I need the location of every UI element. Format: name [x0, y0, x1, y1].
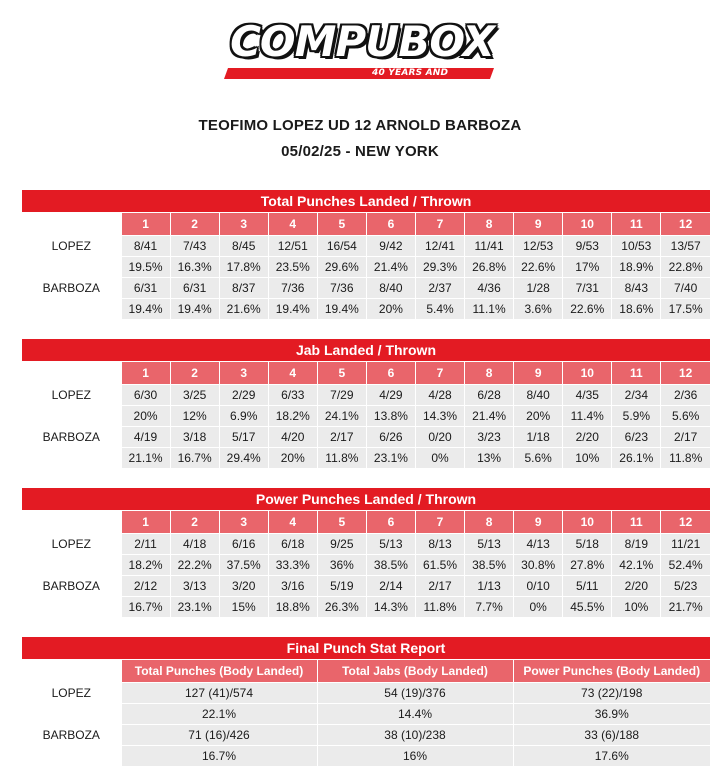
percentage-row	[22, 555, 710, 576]
percentage-cell: 13.8%	[366, 406, 415, 427]
percentage-cell: 5.4%	[415, 299, 464, 320]
round-number: 11	[612, 362, 661, 385]
final-pct: 22.1%	[121, 704, 317, 725]
final-value: 127 (41)/574	[121, 683, 317, 704]
percentage-cell: 21.1%	[121, 448, 170, 469]
landed-thrown-cell: 11/21	[661, 534, 710, 555]
percentage-cell: 52.4%	[661, 555, 710, 576]
landed-thrown-cell: 4/20	[268, 427, 317, 448]
landed-thrown-cell: 2/20	[563, 427, 612, 448]
round-number: 12	[661, 362, 710, 385]
percentage-cell: 15%	[219, 597, 268, 618]
percentage-cell: 0%	[514, 597, 563, 618]
round-number: 9	[514, 213, 563, 236]
landed-thrown-cell: 11/41	[465, 236, 514, 257]
landed-thrown-cell: 8/43	[612, 278, 661, 299]
percentage-cell: 16.7%	[170, 448, 219, 469]
percentage-cell: 10%	[612, 597, 661, 618]
final-pct: 36.9%	[513, 704, 710, 725]
round-number: 4	[268, 213, 317, 236]
final-stat-report	[22, 637, 710, 766]
landed-thrown-cell: 4/36	[465, 278, 514, 299]
percentage-cell: 17%	[563, 257, 612, 278]
landed-thrown-cell: 7/40	[661, 278, 710, 299]
round-number: 3	[219, 362, 268, 385]
round-number: 9	[514, 362, 563, 385]
round-number: 5	[317, 213, 366, 236]
round-number: 1	[121, 213, 170, 236]
table-title: Power Punches Landed / Thrown	[22, 488, 710, 510]
round-number: 11	[612, 213, 661, 236]
landed-thrown-cell: 7/29	[317, 385, 366, 406]
landed-thrown-cell: 2/11	[121, 534, 170, 555]
final-row-lopez-values	[22, 683, 710, 704]
landed-thrown-cell: 12/41	[415, 236, 464, 257]
percentage-cell: 20%	[121, 406, 170, 427]
landed-thrown-cell: 8/40	[514, 385, 563, 406]
landed-thrown-cell: 8/40	[366, 278, 415, 299]
landed-thrown-cell: 3/25	[170, 385, 219, 406]
landed-thrown-cell: 10/53	[612, 236, 661, 257]
percentage-cell: 20%	[514, 406, 563, 427]
percentage-cell: 29.6%	[317, 257, 366, 278]
percentage-cell: 11.4%	[563, 406, 612, 427]
landed-thrown-cell: 9/53	[563, 236, 612, 257]
percentage-cell: 14.3%	[366, 597, 415, 618]
landed-thrown-cell: 5/18	[563, 534, 612, 555]
final-header-power: Power Punches (Body Landed)	[513, 660, 710, 683]
landed-thrown-cell: 8/19	[612, 534, 661, 555]
landed-thrown-cell: 2/37	[415, 278, 464, 299]
landed-thrown-cell: 6/23	[612, 427, 661, 448]
round-number: 12	[661, 511, 710, 534]
landed-thrown-cell: 6/16	[219, 534, 268, 555]
round-number: 2	[170, 511, 219, 534]
percentage-cell: 11.1%	[465, 299, 514, 320]
landed-thrown-cell: 8/45	[219, 236, 268, 257]
round-number: 7	[415, 362, 464, 385]
percentage-cell: 22.2%	[170, 555, 219, 576]
final-value: 33 (6)/188	[513, 725, 710, 746]
round-number: 1	[121, 511, 170, 534]
total-punches-table	[22, 190, 710, 319]
percentage-row	[22, 597, 710, 618]
final-report-title: Final Punch Stat Report	[22, 637, 710, 659]
power-punches-table	[22, 488, 710, 617]
compubox-logo	[222, 17, 502, 91]
percentage-cell: 22.8%	[661, 257, 710, 278]
percentage-cell: 12%	[170, 406, 219, 427]
round-number: 3	[219, 213, 268, 236]
table-title: Total Punches Landed / Thrown	[22, 190, 710, 212]
fighter-name: BARBOZA	[22, 576, 121, 618]
percentage-cell: 26.1%	[612, 448, 661, 469]
landed-thrown-cell: 3/20	[219, 576, 268, 597]
landed-row	[22, 236, 710, 257]
landed-thrown-cell: 16/54	[317, 236, 366, 257]
round-number: 6	[366, 511, 415, 534]
landed-thrown-cell: 2/17	[415, 576, 464, 597]
final-row-barboza-values	[22, 725, 710, 746]
percentage-cell: 23.5%	[268, 257, 317, 278]
landed-thrown-cell: 9/25	[317, 534, 366, 555]
landed-thrown-cell: 2/14	[366, 576, 415, 597]
round-number: 6	[366, 362, 415, 385]
percentage-cell: 36%	[317, 555, 366, 576]
percentage-cell: 29.3%	[415, 257, 464, 278]
percentage-cell: 16.3%	[170, 257, 219, 278]
percentage-row	[22, 448, 710, 469]
final-pct: 16%	[317, 746, 513, 767]
percentage-cell: 7.7%	[465, 597, 514, 618]
landed-thrown-cell: 7/36	[317, 278, 366, 299]
round-number: 10	[563, 362, 612, 385]
table-title: Jab Landed / Thrown	[22, 339, 710, 361]
landed-thrown-cell: 12/53	[514, 236, 563, 257]
landed-thrown-cell: 5/17	[219, 427, 268, 448]
round-number: 9	[514, 511, 563, 534]
landed-thrown-cell: 1/18	[514, 427, 563, 448]
landed-thrown-cell: 5/23	[661, 576, 710, 597]
final-value: 71 (16)/426	[121, 725, 317, 746]
fighter-name: BARBOZA	[22, 427, 121, 469]
round-number: 7	[415, 511, 464, 534]
landed-thrown-cell: 2/36	[661, 385, 710, 406]
landed-thrown-cell: 6/26	[366, 427, 415, 448]
fight-date-location: 05/02/25 - NEW YORK	[281, 143, 439, 160]
final-header-jabs: Total Jabs (Body Landed)	[317, 660, 513, 683]
percentage-cell: 18.2%	[121, 555, 170, 576]
landed-thrown-cell: 6/18	[268, 534, 317, 555]
landed-thrown-cell: 4/29	[366, 385, 415, 406]
final-pct: 14.4%	[317, 704, 513, 725]
landed-thrown-cell: 8/37	[219, 278, 268, 299]
round-number: 10	[563, 511, 612, 534]
landed-thrown-cell: 6/31	[121, 278, 170, 299]
landed-thrown-cell: 7/36	[268, 278, 317, 299]
fighter-name: BARBOZA	[22, 725, 121, 767]
percentage-cell: 11.8%	[415, 597, 464, 618]
percentage-cell: 19.5%	[121, 257, 170, 278]
landed-row	[22, 385, 710, 406]
landed-thrown-cell: 4/35	[563, 385, 612, 406]
landed-thrown-cell: 5/19	[317, 576, 366, 597]
percentage-cell: 20%	[268, 448, 317, 469]
round-number: 4	[268, 511, 317, 534]
percentage-cell: 30.8%	[514, 555, 563, 576]
landed-thrown-cell: 2/12	[121, 576, 170, 597]
percentage-cell: 18.6%	[612, 299, 661, 320]
landed-thrown-cell: 4/19	[121, 427, 170, 448]
percentage-cell: 3.6%	[514, 299, 563, 320]
percentage-row	[22, 299, 710, 320]
landed-thrown-cell: 7/31	[563, 278, 612, 299]
percentage-cell: 19.4%	[268, 299, 317, 320]
landed-thrown-cell: 4/13	[514, 534, 563, 555]
round-grid	[22, 361, 710, 468]
round-number: 3	[219, 511, 268, 534]
percentage-cell: 61.5%	[415, 555, 464, 576]
percentage-cell: 22.6%	[514, 257, 563, 278]
percentage-cell: 23.1%	[366, 448, 415, 469]
percentage-cell: 37.5%	[219, 555, 268, 576]
landed-thrown-cell: 6/30	[121, 385, 170, 406]
percentage-cell: 21.7%	[661, 597, 710, 618]
percentage-cell: 11.8%	[661, 448, 710, 469]
percentage-cell: 21.4%	[366, 257, 415, 278]
landed-thrown-cell: 3/18	[170, 427, 219, 448]
landed-thrown-cell: 9/42	[366, 236, 415, 257]
fighter-name: LOPEZ	[22, 385, 121, 427]
percentage-cell: 38.5%	[465, 555, 514, 576]
landed-thrown-cell: 0/20	[415, 427, 464, 448]
percentage-cell: 22.6%	[563, 299, 612, 320]
landed-thrown-cell: 8/41	[121, 236, 170, 257]
landed-thrown-cell: 6/33	[268, 385, 317, 406]
logo-tagline: 40 YEARS AND COUNTING	[372, 68, 449, 91]
final-header-total: Total Punches (Body Landed)	[121, 660, 317, 683]
round-header-row	[22, 362, 710, 385]
round-number: 11	[612, 511, 661, 534]
round-number: 8	[465, 511, 514, 534]
round-number: 2	[170, 362, 219, 385]
fighter-name: BARBOZA	[22, 278, 121, 320]
percentage-cell: 14.3%	[415, 406, 464, 427]
percentage-cell: 23.1%	[170, 597, 219, 618]
landed-row	[22, 576, 710, 597]
landed-row	[22, 278, 710, 299]
landed-thrown-cell: 2/20	[612, 576, 661, 597]
percentage-cell: 45.5%	[563, 597, 612, 618]
landed-thrown-cell: 12/51	[268, 236, 317, 257]
final-value: 73 (22)/198	[513, 683, 710, 704]
landed-thrown-cell: 2/29	[219, 385, 268, 406]
percentage-cell: 27.8%	[563, 555, 612, 576]
percentage-cell: 5.9%	[612, 406, 661, 427]
landed-thrown-cell: 3/23	[465, 427, 514, 448]
final-pct: 16.7%	[121, 746, 317, 767]
round-grid	[22, 212, 710, 319]
final-report-grid	[22, 659, 710, 766]
round-header-row	[22, 511, 710, 534]
percentage-cell: 18.9%	[612, 257, 661, 278]
percentage-cell: 19.4%	[121, 299, 170, 320]
landed-thrown-cell: 6/31	[170, 278, 219, 299]
round-number: 6	[366, 213, 415, 236]
percentage-cell: 19.4%	[317, 299, 366, 320]
landed-thrown-cell: 1/13	[465, 576, 514, 597]
landed-thrown-cell: 0/10	[514, 576, 563, 597]
jab-table	[22, 339, 710, 468]
percentage-cell: 21.6%	[219, 299, 268, 320]
percentage-cell: 13%	[465, 448, 514, 469]
round-grid	[22, 510, 710, 617]
round-number: 1	[121, 362, 170, 385]
percentage-cell: 5.6%	[661, 406, 710, 427]
landed-thrown-cell: 2/17	[317, 427, 366, 448]
landed-thrown-cell: 3/13	[170, 576, 219, 597]
final-row-barboza-pct	[22, 746, 710, 767]
final-value: 38 (10)/238	[317, 725, 513, 746]
percentage-cell: 26.3%	[317, 597, 366, 618]
percentage-cell: 24.1%	[317, 406, 366, 427]
percentage-cell: 21.4%	[465, 406, 514, 427]
landed-thrown-cell: 4/18	[170, 534, 219, 555]
percentage-cell: 16.7%	[121, 597, 170, 618]
percentage-cell: 17.5%	[661, 299, 710, 320]
landed-thrown-cell: 6/28	[465, 385, 514, 406]
final-header-row	[22, 660, 710, 683]
percentage-cell: 6.9%	[219, 406, 268, 427]
fighter-name: LOPEZ	[22, 236, 121, 278]
final-pct: 17.6%	[513, 746, 710, 767]
percentage-cell: 26.8%	[465, 257, 514, 278]
round-number: 10	[563, 213, 612, 236]
percentage-cell: 38.5%	[366, 555, 415, 576]
landed-thrown-cell: 1/28	[514, 278, 563, 299]
percentage-cell: 33.3%	[268, 555, 317, 576]
percentage-cell: 5.6%	[514, 448, 563, 469]
landed-thrown-cell: 3/16	[268, 576, 317, 597]
landed-thrown-cell: 5/11	[563, 576, 612, 597]
final-row-lopez-pct	[22, 704, 710, 725]
percentage-row	[22, 257, 710, 278]
round-header-row	[22, 213, 710, 236]
fight-title: TEOFIMO LOPEZ UD 12 ARNOLD BARBOZA	[198, 117, 522, 134]
round-number: 8	[465, 362, 514, 385]
round-number: 2	[170, 213, 219, 236]
landed-row	[22, 427, 710, 448]
landed-thrown-cell: 7/43	[170, 236, 219, 257]
round-number: 5	[317, 362, 366, 385]
percentage-cell: 10%	[563, 448, 612, 469]
percentage-row	[22, 406, 710, 427]
fighter-name: LOPEZ	[22, 534, 121, 576]
percentage-cell: 11.8%	[317, 448, 366, 469]
round-number: 5	[317, 511, 366, 534]
percentage-cell: 29.4%	[219, 448, 268, 469]
landed-thrown-cell: 13/57	[661, 236, 710, 257]
round-number: 4	[268, 362, 317, 385]
final-value: 54 (19)/376	[317, 683, 513, 704]
percentage-cell: 0%	[415, 448, 464, 469]
fighter-name: LOPEZ	[22, 683, 121, 725]
landed-thrown-cell: 4/28	[415, 385, 464, 406]
landed-thrown-cell: 8/13	[415, 534, 464, 555]
percentage-cell: 18.8%	[268, 597, 317, 618]
landed-thrown-cell: 5/13	[366, 534, 415, 555]
round-number: 7	[415, 213, 464, 236]
percentage-cell: 20%	[366, 299, 415, 320]
percentage-cell: 18.2%	[268, 406, 317, 427]
round-number: 12	[661, 213, 710, 236]
percentage-cell: 42.1%	[612, 555, 661, 576]
percentage-cell: 19.4%	[170, 299, 219, 320]
landed-thrown-cell: 2/17	[661, 427, 710, 448]
logo-text: COMPUBOX	[230, 17, 494, 66]
landed-thrown-cell: 2/34	[612, 385, 661, 406]
percentage-cell: 17.8%	[219, 257, 268, 278]
landed-row	[22, 534, 710, 555]
landed-thrown-cell: 5/13	[465, 534, 514, 555]
round-number: 8	[465, 213, 514, 236]
